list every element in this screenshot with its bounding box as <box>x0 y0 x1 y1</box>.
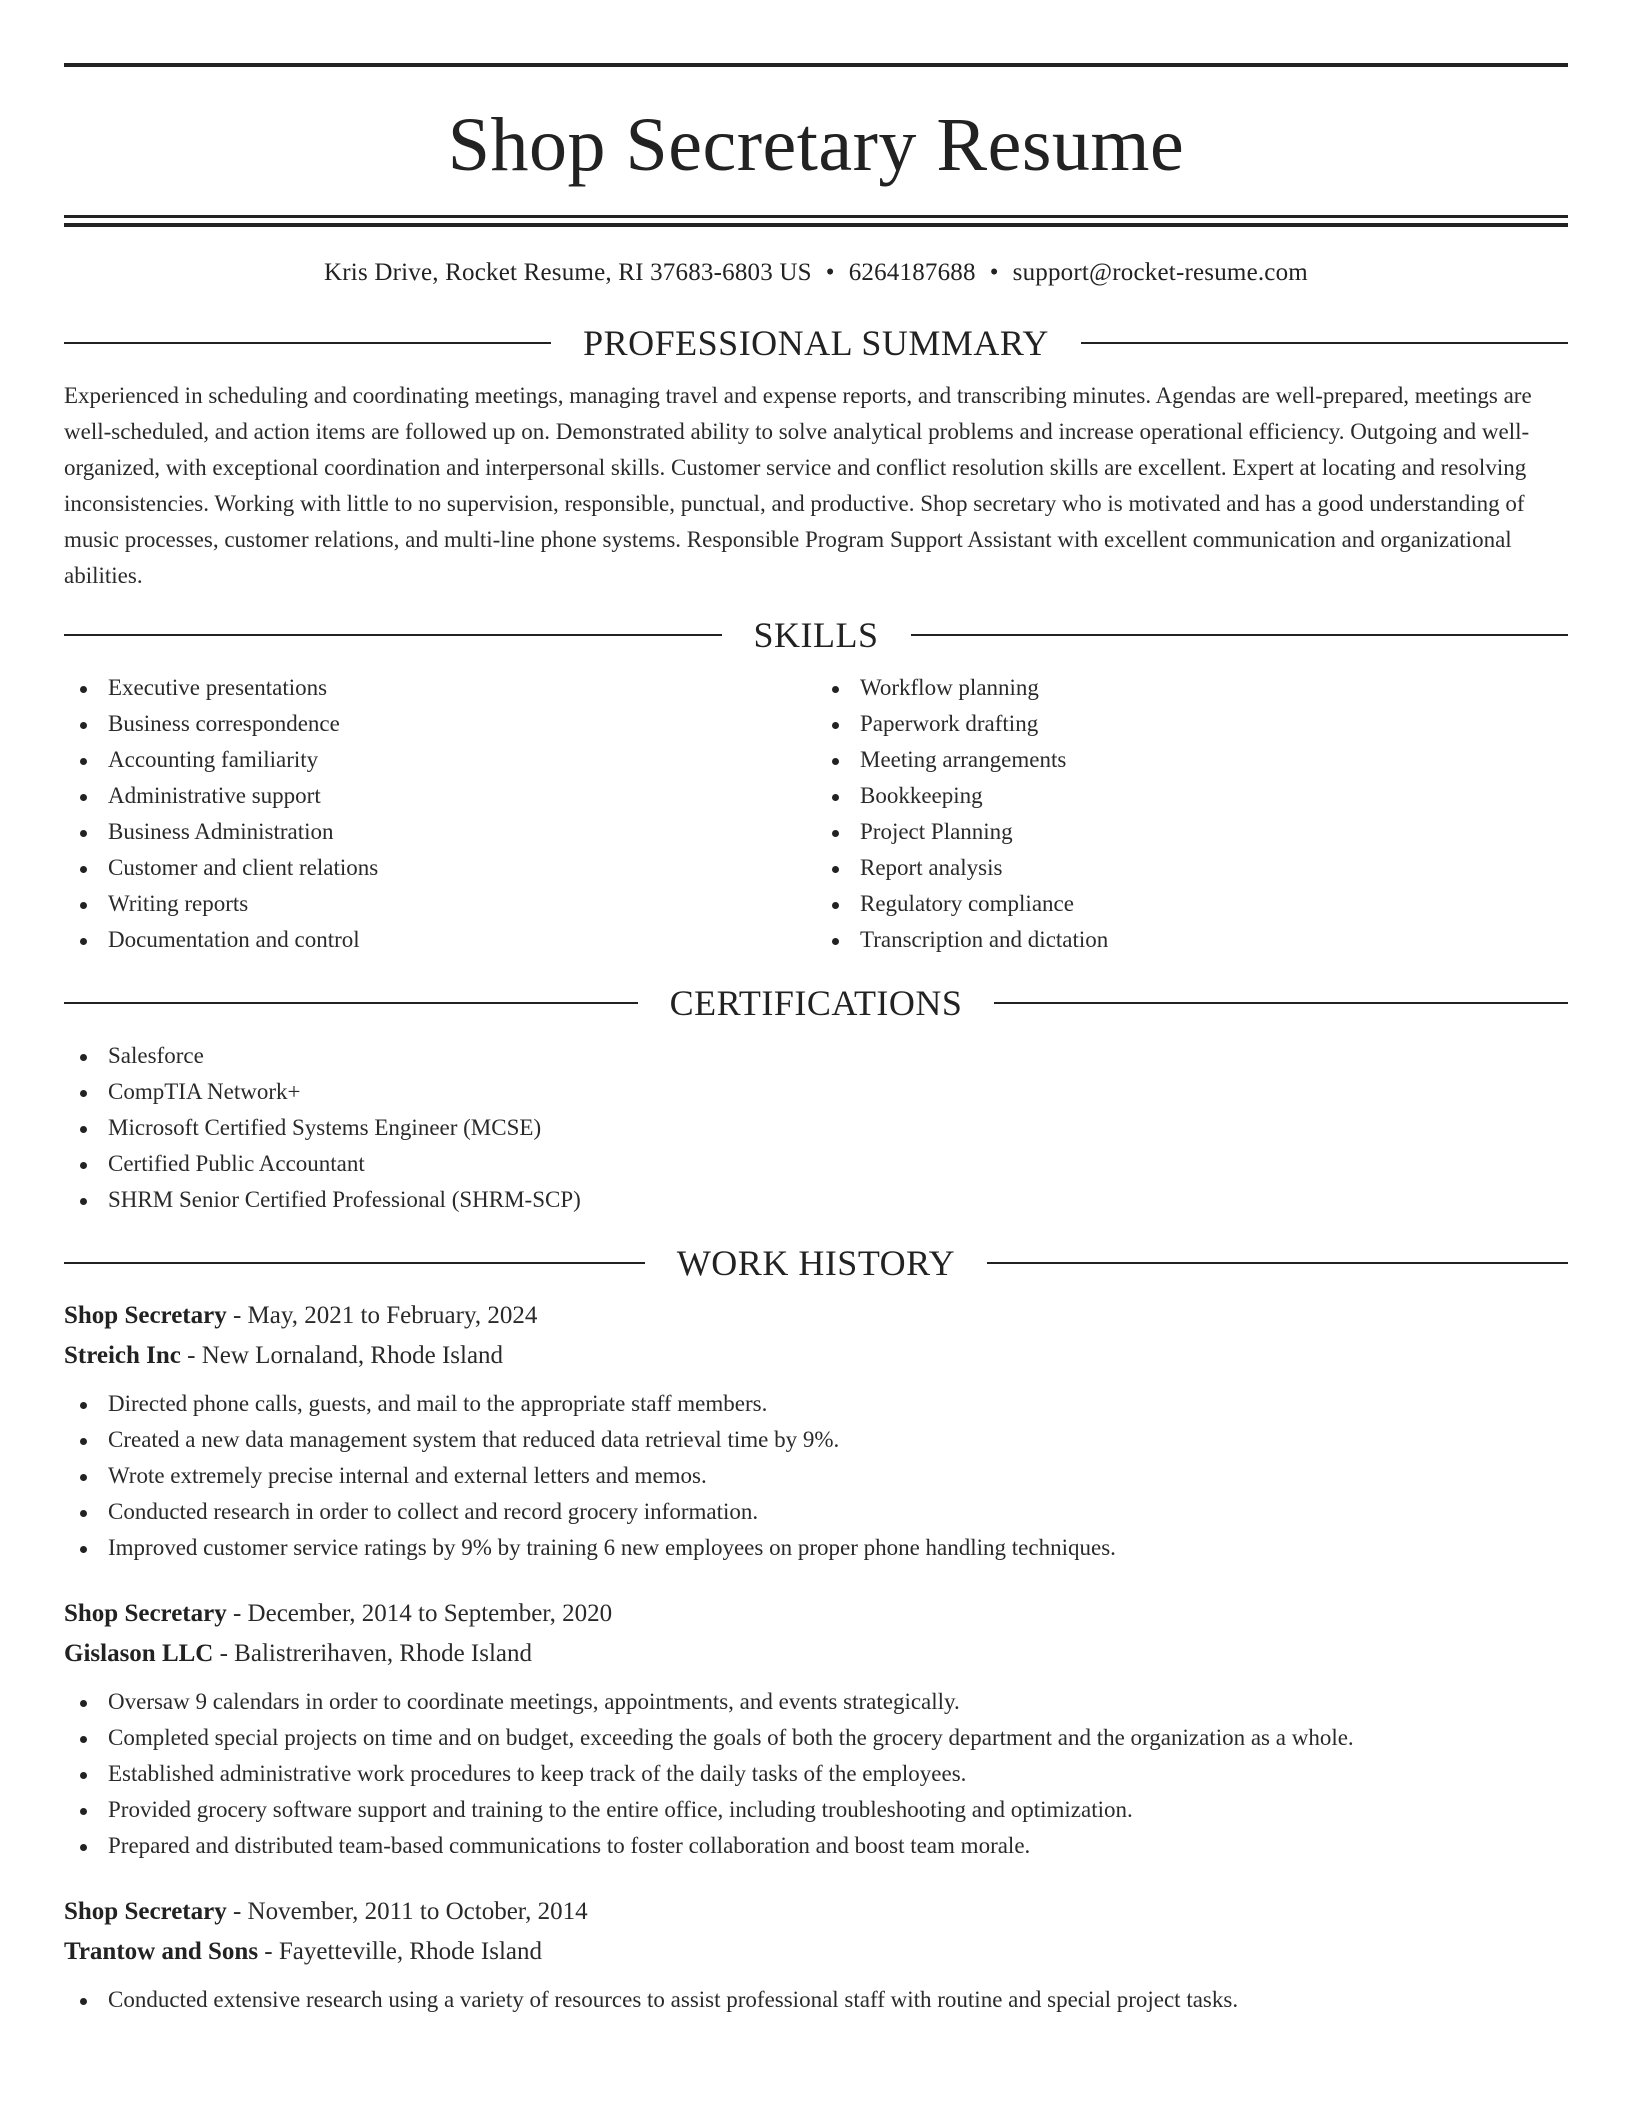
section-header-summary <box>64 322 1568 364</box>
skill-item: Paperwork drafting <box>816 706 1568 742</box>
skills-columns <box>64 670 1568 958</box>
skill-item: Documentation and control <box>64 922 816 958</box>
divider-line <box>64 1262 645 1264</box>
skill-item: Bookkeeping <box>816 778 1568 814</box>
job-location: - Balistrerihaven, Rhode Island <box>213 1640 533 1667</box>
title-double-rule <box>64 215 1568 227</box>
contact-address: Kris Drive, Rocket Resume, RI 37683-6803 US <box>324 259 812 286</box>
job-dates: - May, 2021 to February, 2024 <box>226 1302 538 1329</box>
skill-item: Administrative support <box>64 778 816 814</box>
contact-email: support@rocket-resume.com <box>1012 259 1308 286</box>
contact-separator: • <box>825 259 835 286</box>
job-entry <box>64 1296 1568 1566</box>
skill-item: Executive presentations <box>64 670 816 706</box>
divider-line <box>987 1262 1568 1264</box>
skill-item: Writing reports <box>64 886 816 922</box>
divider-line <box>64 634 722 636</box>
job-company: Trantow and Sons <box>64 1938 259 1965</box>
job-role: Shop Secretary <box>64 1600 227 1627</box>
skill-item: Regulatory compliance <box>816 886 1568 922</box>
certifications-list <box>64 1038 1568 1218</box>
skill-item: Workflow planning <box>816 670 1568 706</box>
job-dates: - November, 2011 to October, 2014 <box>226 1898 588 1925</box>
job-role-line <box>64 1594 1568 1634</box>
job-role-line <box>64 1296 1568 1336</box>
job-bullet: Completed special projects on time and on budget, exceeding the goals of both the grocery department and the organization as a whole. <box>64 1720 1568 1756</box>
section-title-summary: PROFESSIONAL SUMMARY <box>583 323 1049 363</box>
skill-item: Business Administration <box>64 814 816 850</box>
section-header-certifications <box>64 982 1568 1024</box>
job-dates: - December, 2014 to September, 2020 <box>226 1600 613 1627</box>
section-header-skills <box>64 614 1568 656</box>
divider-line <box>994 1002 1568 1004</box>
section-title-certifications: CERTIFICATIONS <box>669 983 963 1023</box>
job-company: Gislason LLC <box>64 1640 214 1667</box>
job-bullets <box>64 1386 1568 1566</box>
job-location: - New Lornaland, Rhode Island <box>180 1342 504 1369</box>
certification-item: Certified Public Accountant <box>64 1146 1568 1182</box>
contact-line <box>64 258 1568 288</box>
skill-item: Business correspondence <box>64 706 816 742</box>
job-bullet: Directed phone calls, guests, and mail to the appropriate staff members. <box>64 1386 1568 1422</box>
divider-line <box>64 342 551 344</box>
job-entry <box>64 1892 1568 2018</box>
skill-item: Accounting familiarity <box>64 742 816 778</box>
divider-line <box>64 1002 638 1004</box>
job-bullet: Prepared and distributed team-based communications to foster collaboration and boost team morale. <box>64 1828 1568 1864</box>
certification-item: CompTIA Network+ <box>64 1074 1568 1110</box>
job-bullet: Established administrative work procedures to keep track of the daily tasks of the employees. <box>64 1756 1568 1792</box>
job-company-line <box>64 1336 1568 1376</box>
section-title-skills: SKILLS <box>753 615 879 655</box>
certification-item: SHRM Senior Certified Professional (SHRM-SCP) <box>64 1182 1568 1218</box>
job-bullet: Provided grocery software support and training to the entire office, including troubleshooting and optimization. <box>64 1792 1568 1828</box>
skill-item: Transcription and dictation <box>816 922 1568 958</box>
resume-title: Shop Secretary Resume <box>447 103 1185 187</box>
divider-line <box>911 634 1569 636</box>
job-bullet: Conducted research in order to collect and record grocery information. <box>64 1494 1568 1530</box>
job-bullets <box>64 1684 1568 1864</box>
top-rule <box>64 63 1568 67</box>
job-bullet: Oversaw 9 calendars in order to coordinate meetings, appointments, and events strategically. <box>64 1684 1568 1720</box>
job-bullets <box>64 1982 1568 2018</box>
job-bullet: Improved customer service ratings by 9% by training 6 new employees on proper phone handling techniques. <box>64 1530 1568 1566</box>
job-entry <box>64 1594 1568 1864</box>
job-company-line <box>64 1932 1568 1972</box>
job-company: Streich Inc <box>64 1342 181 1369</box>
summary-paragraph: Experienced in scheduling and coordinating meetings, managing travel and expense reports, and transcribing minutes. Agendas are well-prepared, meetings are well-scheduled, and action items are followed up on. Demonstrated ability to solve analytical problems and increase operational efficiency. Outgoing and well-organized, with exceptional coordination and interpersonal skills. Customer service and conflict resolution skills are excellent. Expert at locating and resolving inconsistencies. Working with little to no supervision, responsible, punctual, and productive. Shop secretary who is motivated and has a good understanding of music processes, customer relations, and multi-line phone systems. Responsible Program Support Assistant with excellent communication and organizational abilities. <box>64 383 1532 588</box>
certification-item: Salesforce <box>64 1038 1568 1074</box>
skills-list-right <box>816 670 1568 958</box>
skill-item: Project Planning <box>816 814 1568 850</box>
job-company-line <box>64 1634 1568 1674</box>
skill-item: Customer and client relations <box>64 850 816 886</box>
job-role: Shop Secretary <box>64 1302 227 1329</box>
certification-item: Microsoft Certified Systems Engineer (MCSE) <box>64 1110 1568 1146</box>
skill-item: Report analysis <box>816 850 1568 886</box>
skills-list-left <box>64 670 816 958</box>
job-location: - Fayetteville, Rhode Island <box>258 1938 543 1965</box>
job-bullet: Created a new data management system that reduced data retrieval time by 9%. <box>64 1422 1568 1458</box>
job-bullet: Conducted extensive research using a variety of resources to assist professional staff with routine and special project tasks. <box>64 1982 1568 2018</box>
contact-phone: 6264187688 <box>848 259 976 286</box>
skill-item: Meeting arrangements <box>816 742 1568 778</box>
divider-line <box>1081 342 1568 344</box>
job-role: Shop Secretary <box>64 1898 227 1925</box>
section-header-work-history <box>64 1242 1568 1284</box>
contact-separator: • <box>989 259 999 286</box>
section-title-work-history: WORK HISTORY <box>676 1243 956 1283</box>
job-role-line <box>64 1892 1568 1932</box>
job-bullet: Wrote extremely precise internal and external letters and memos. <box>64 1458 1568 1494</box>
